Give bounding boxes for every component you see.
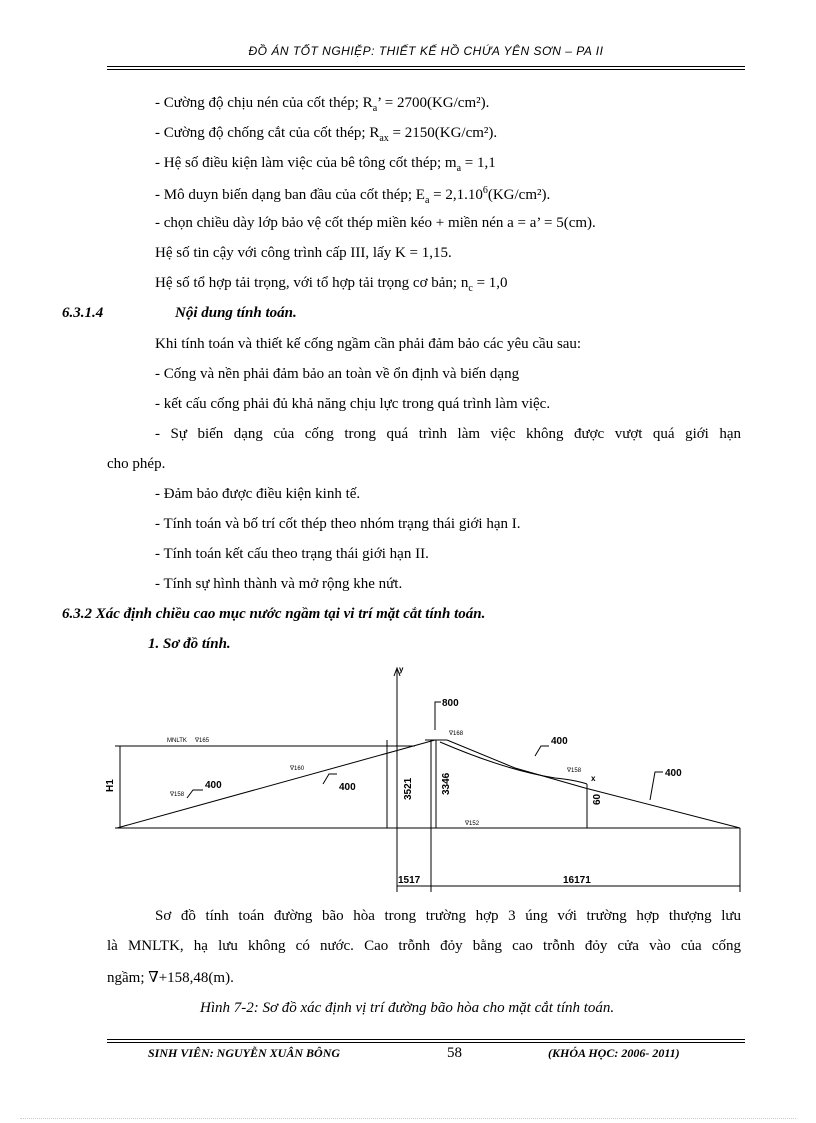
- footer-course: (KHÓA HỌC: 2006- 2011): [548, 1046, 680, 1060]
- dam-section-diagram: [95, 660, 750, 895]
- param-shear-strength: - Cường độ chống cắt của cốt thép; $R_{ax} = 2150(KG/cm^2)$.: [155, 125, 498, 144]
- x-axis-label: x: [591, 774, 596, 783]
- requirement-item: - Tính toán và bố trí cốt thép theo nhóm trạng thái giới hạn I.: [155, 516, 521, 532]
- elevation-label: ∇165: [195, 738, 210, 744]
- elevation-label: ∇160: [290, 766, 305, 772]
- page-edge: [20, 1118, 796, 1119]
- elevation-label: ∇152: [465, 821, 480, 827]
- requirement-item: - Tính toán kết cấu theo trạng thái giới hạn II.: [155, 546, 429, 562]
- dim-label: 60: [592, 793, 603, 805]
- elevation-label: ∇158: [170, 792, 185, 798]
- page-header: ĐỒ ÁN TỐT NGHIỆP: THIẾT KẾ HỒ CHỨA YÊN SƠN – PA II: [248, 44, 604, 58]
- body-paragraph: là MNLTK, hạ lưu không có nước. Cao trỗnh đỏy bằng cao trỗnh đỏy cửa vào của cống: [107, 938, 741, 954]
- dim-label: 3346: [441, 772, 452, 795]
- param-modulus: - Mô duyn biến dạng ban đầu của cốt thép; $E_a = 2,1.10^6(KG/cm^2)$.: [155, 185, 551, 206]
- dim-label: 1517: [398, 875, 421, 886]
- header-rule: [107, 69, 745, 70]
- elevation-label: ∇168: [449, 731, 464, 737]
- slope-label: 400: [665, 768, 682, 779]
- param-compressive-strength: - Cường độ chịu nén của cốt thép; $R_a$’ = 2700(KG/cm²).: [155, 95, 490, 114]
- requirement-item-cont: cho phép.: [107, 456, 166, 472]
- subsection-title: 1. Sơ đồ tính.: [148, 636, 231, 652]
- h1-label: H1: [105, 779, 116, 792]
- param-work-condition: - Hệ số điều kiện làm việc của bê tông cốt thép; $m_a = 1,1$: [155, 155, 496, 174]
- slope-leader: [323, 774, 337, 784]
- page-number: 58: [447, 1045, 462, 1061]
- param-load-combination: Hệ số tổ hợp tải trọng, với tổ hợp tải trọng cơ bản; $n_c = 1,0$: [155, 275, 508, 294]
- param-reliability: Hệ số tin cậy với công trình cấp III, lấy K = 1,15.: [155, 245, 452, 261]
- dim-label: 3521: [403, 777, 414, 800]
- slope-leader: [650, 772, 663, 800]
- footer-rule: [107, 1039, 745, 1040]
- param-cover: - chọn chiều dày lớp bảo vệ cốt thép miền kéo + miền nén a = a’ = 5(cm).: [155, 215, 596, 231]
- dim-label: 16171: [563, 875, 591, 886]
- elevation-label: ∇158: [567, 768, 582, 774]
- figure-caption: Hình 7-2: Sơ đồ xác định vị trí đường bão hòa cho mặt cắt tính toán.: [200, 1000, 615, 1016]
- section-title: Nội dung tính toán.: [175, 305, 297, 321]
- slope-label: 400: [205, 780, 222, 791]
- footer-student: SINH VIÊN: NGUYỄN XUÂN BÔNG: [148, 1046, 341, 1060]
- slope-label: 400: [339, 782, 356, 793]
- body-paragraph: Sơ đồ tính toán đường bão hòa trong trường hợp 3 úng với trường hợp thượng lưu: [155, 908, 741, 924]
- y-axis-label: y: [399, 665, 404, 674]
- body-paragraph: ngầm; ∇+158,48(m).: [107, 970, 234, 986]
- crest-leader: [435, 702, 441, 730]
- slope-label: 400: [551, 736, 568, 747]
- requirement-item: - kết cấu cống phải đủ khả năng chịu lực trong quá trình làm việc.: [155, 396, 551, 412]
- phreatic-line: [440, 742, 587, 784]
- requirement-item: - Cống và nền phải đảm bảo an toàn về ổn định và biến dạng: [155, 366, 520, 382]
- section-title: 6.3.2 Xác định chiều cao mục nước ngầm tại vi trí mặt cắt tính toán.: [62, 606, 486, 622]
- slope-leader: [187, 790, 203, 798]
- requirement-item: - Đảm bảo được điều kiện kinh tế.: [155, 486, 361, 502]
- downstream-face: [447, 740, 740, 828]
- water-level-label: MNLTK: [167, 738, 187, 744]
- section-number: 6.3.1.4: [62, 305, 104, 321]
- crest-width-label: 800: [442, 698, 459, 709]
- requirement-item: - Sự biến dạng của cống trong quá trình làm việc không được vượt quá giới hạn: [155, 426, 741, 442]
- intro-text: Khi tính toán và thiết kế cống ngầm cần phải đảm bảo các yêu cầu sau:: [155, 336, 582, 352]
- requirement-item: - Tính sự hình thành và mở rộng khe nứt.: [155, 576, 403, 592]
- header-rule: [107, 66, 745, 67]
- slope-leader: [535, 746, 549, 756]
- footer-rule: [107, 1042, 745, 1043]
